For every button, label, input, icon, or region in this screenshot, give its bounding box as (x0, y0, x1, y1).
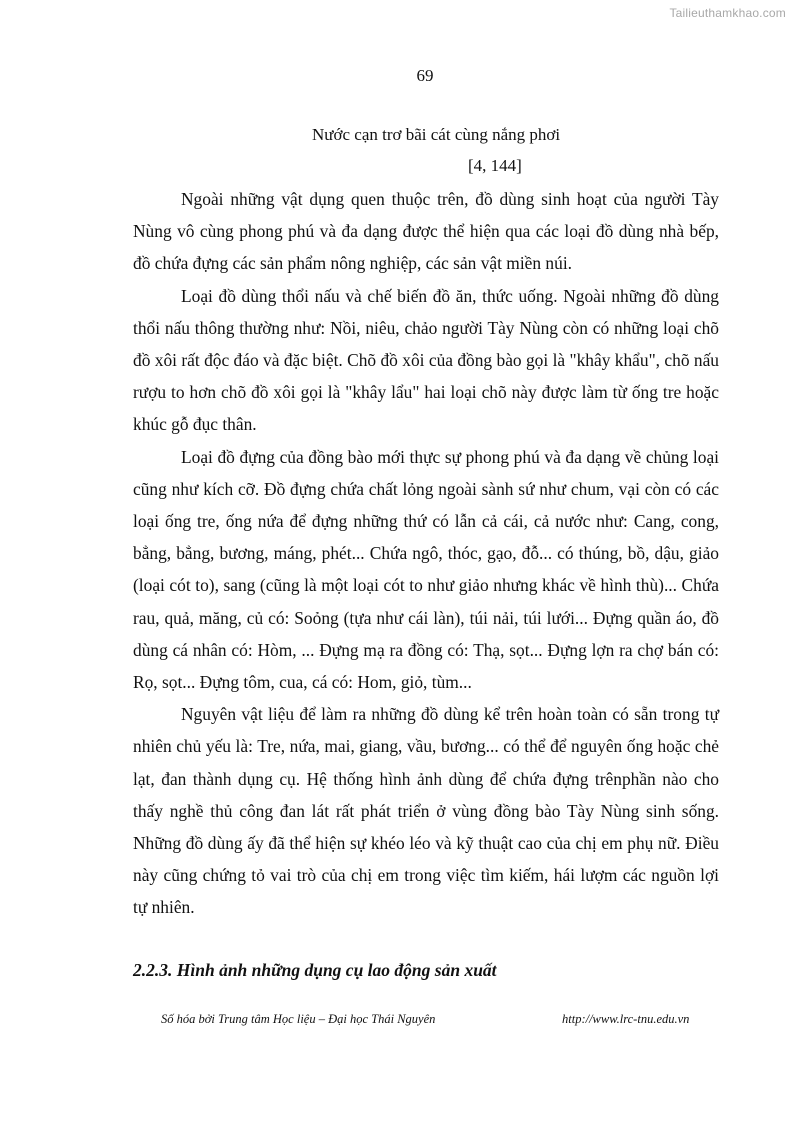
page-number: 69 (416, 66, 434, 85)
paragraph: Ngoài những vật dụng quen thuộc trên, đồ dùng sinh hoạt của người Tày Nùng vô cùng phong phú và đa dạng được thể hiện qua các loại đồ dùng nhà bếp, đồ chứa đựng các sản phẩm nông nghiệp, các sản vật miền núi. (133, 189, 719, 274)
section-heading: 2.2.3. Hình ảnh những dụng cụ lao động sản xuất (133, 960, 497, 980)
paragraph: Loại đồ dùng thổi nấu và chế biến đồ ăn, thức uống. Ngoài những đồ dùng thổi nấu thông thường như: Nồi, niêu, chảo người Tày Nùng còn có những loại chõ đồ xôi rất độc đáo và đặc biệt. Chõ đồ xôi của đồng bào gọi là "khây khẩu", chõ nấu rượu to hơn chõ đồ xôi gọi là "khây lẩu" hai loại chõ này được làm từ ống tre hoặc khúc gỗ đục thân. (133, 285, 719, 435)
footer-credit: Số hóa bởi Trung tâm Học liệu – Đại học Thái Nguyên (161, 1012, 436, 1026)
citation: [4, 144] (468, 156, 522, 175)
paragraph: Loại đồ đựng của đồng bào mới thực sự phong phú và đa dạng về chủng loại cũng như kích cỡ. Đồ đựng chứa chất lỏng ngoài sành sứ như chum, vại còn có các loại ống tre, ống nứa để đựng những thứ có lẫn cả cái, cả nước như: Cang, cong, bẳng, bẳng, bương, máng, phét... Chứa ngô, thóc, gạo, đỗ... có thúng, bồ, dậu, giảo (loại cót to), sang (cũng là một loại cót to như giảo nhưng khác về hình thù)... Chứa rau, quả, măng, củ có: Soỏng (tựa như cái làn), túi nải, túi lưới... Đựng quần áo, đồ dùng cá nhân có: Hòm, ... Đựng mạ ra đồng có: Thạ, sọt... Đựng lợn ra chợ bán có: Rọ, sọt... Đựng tôm, cua, cá có: Hom, giỏ, tùm... (133, 446, 719, 693)
watermark: Tailieuthamkhao.com (669, 6, 786, 20)
paragraph: Nguyên vật liệu để làm ra những đồ dùng kể trên hoàn toàn có sẵn trong tự nhiên chủ yếu là: Tre, nứa, mai, giang, vầu, bương... có thể để nguyên ống hoặc chẻ lạt, đan thành dụng cụ. Hệ thống hình ảnh dùng để chứa đựng trênphần nào cho thấy nghề thủ công đan lát rất phát triển ở vùng đồng bào Tày Nùng sinh sống. Những đồ dùng ấy đã thể hiện sự khéo léo và kỹ thuật cao của chị em phụ nữ. Điều này cũng chứng tỏ vai trò của chị em trong việc tìm kiếm, hái lượm các nguồn lợi tự nhiên. (133, 704, 719, 918)
body-text (133, 183, 719, 924)
poem-line: Nước cạn trơ bãi cát cùng nắng phơi (312, 125, 561, 144)
footer-url: http://www.lrc-tnu.edu.vn (562, 1012, 690, 1026)
